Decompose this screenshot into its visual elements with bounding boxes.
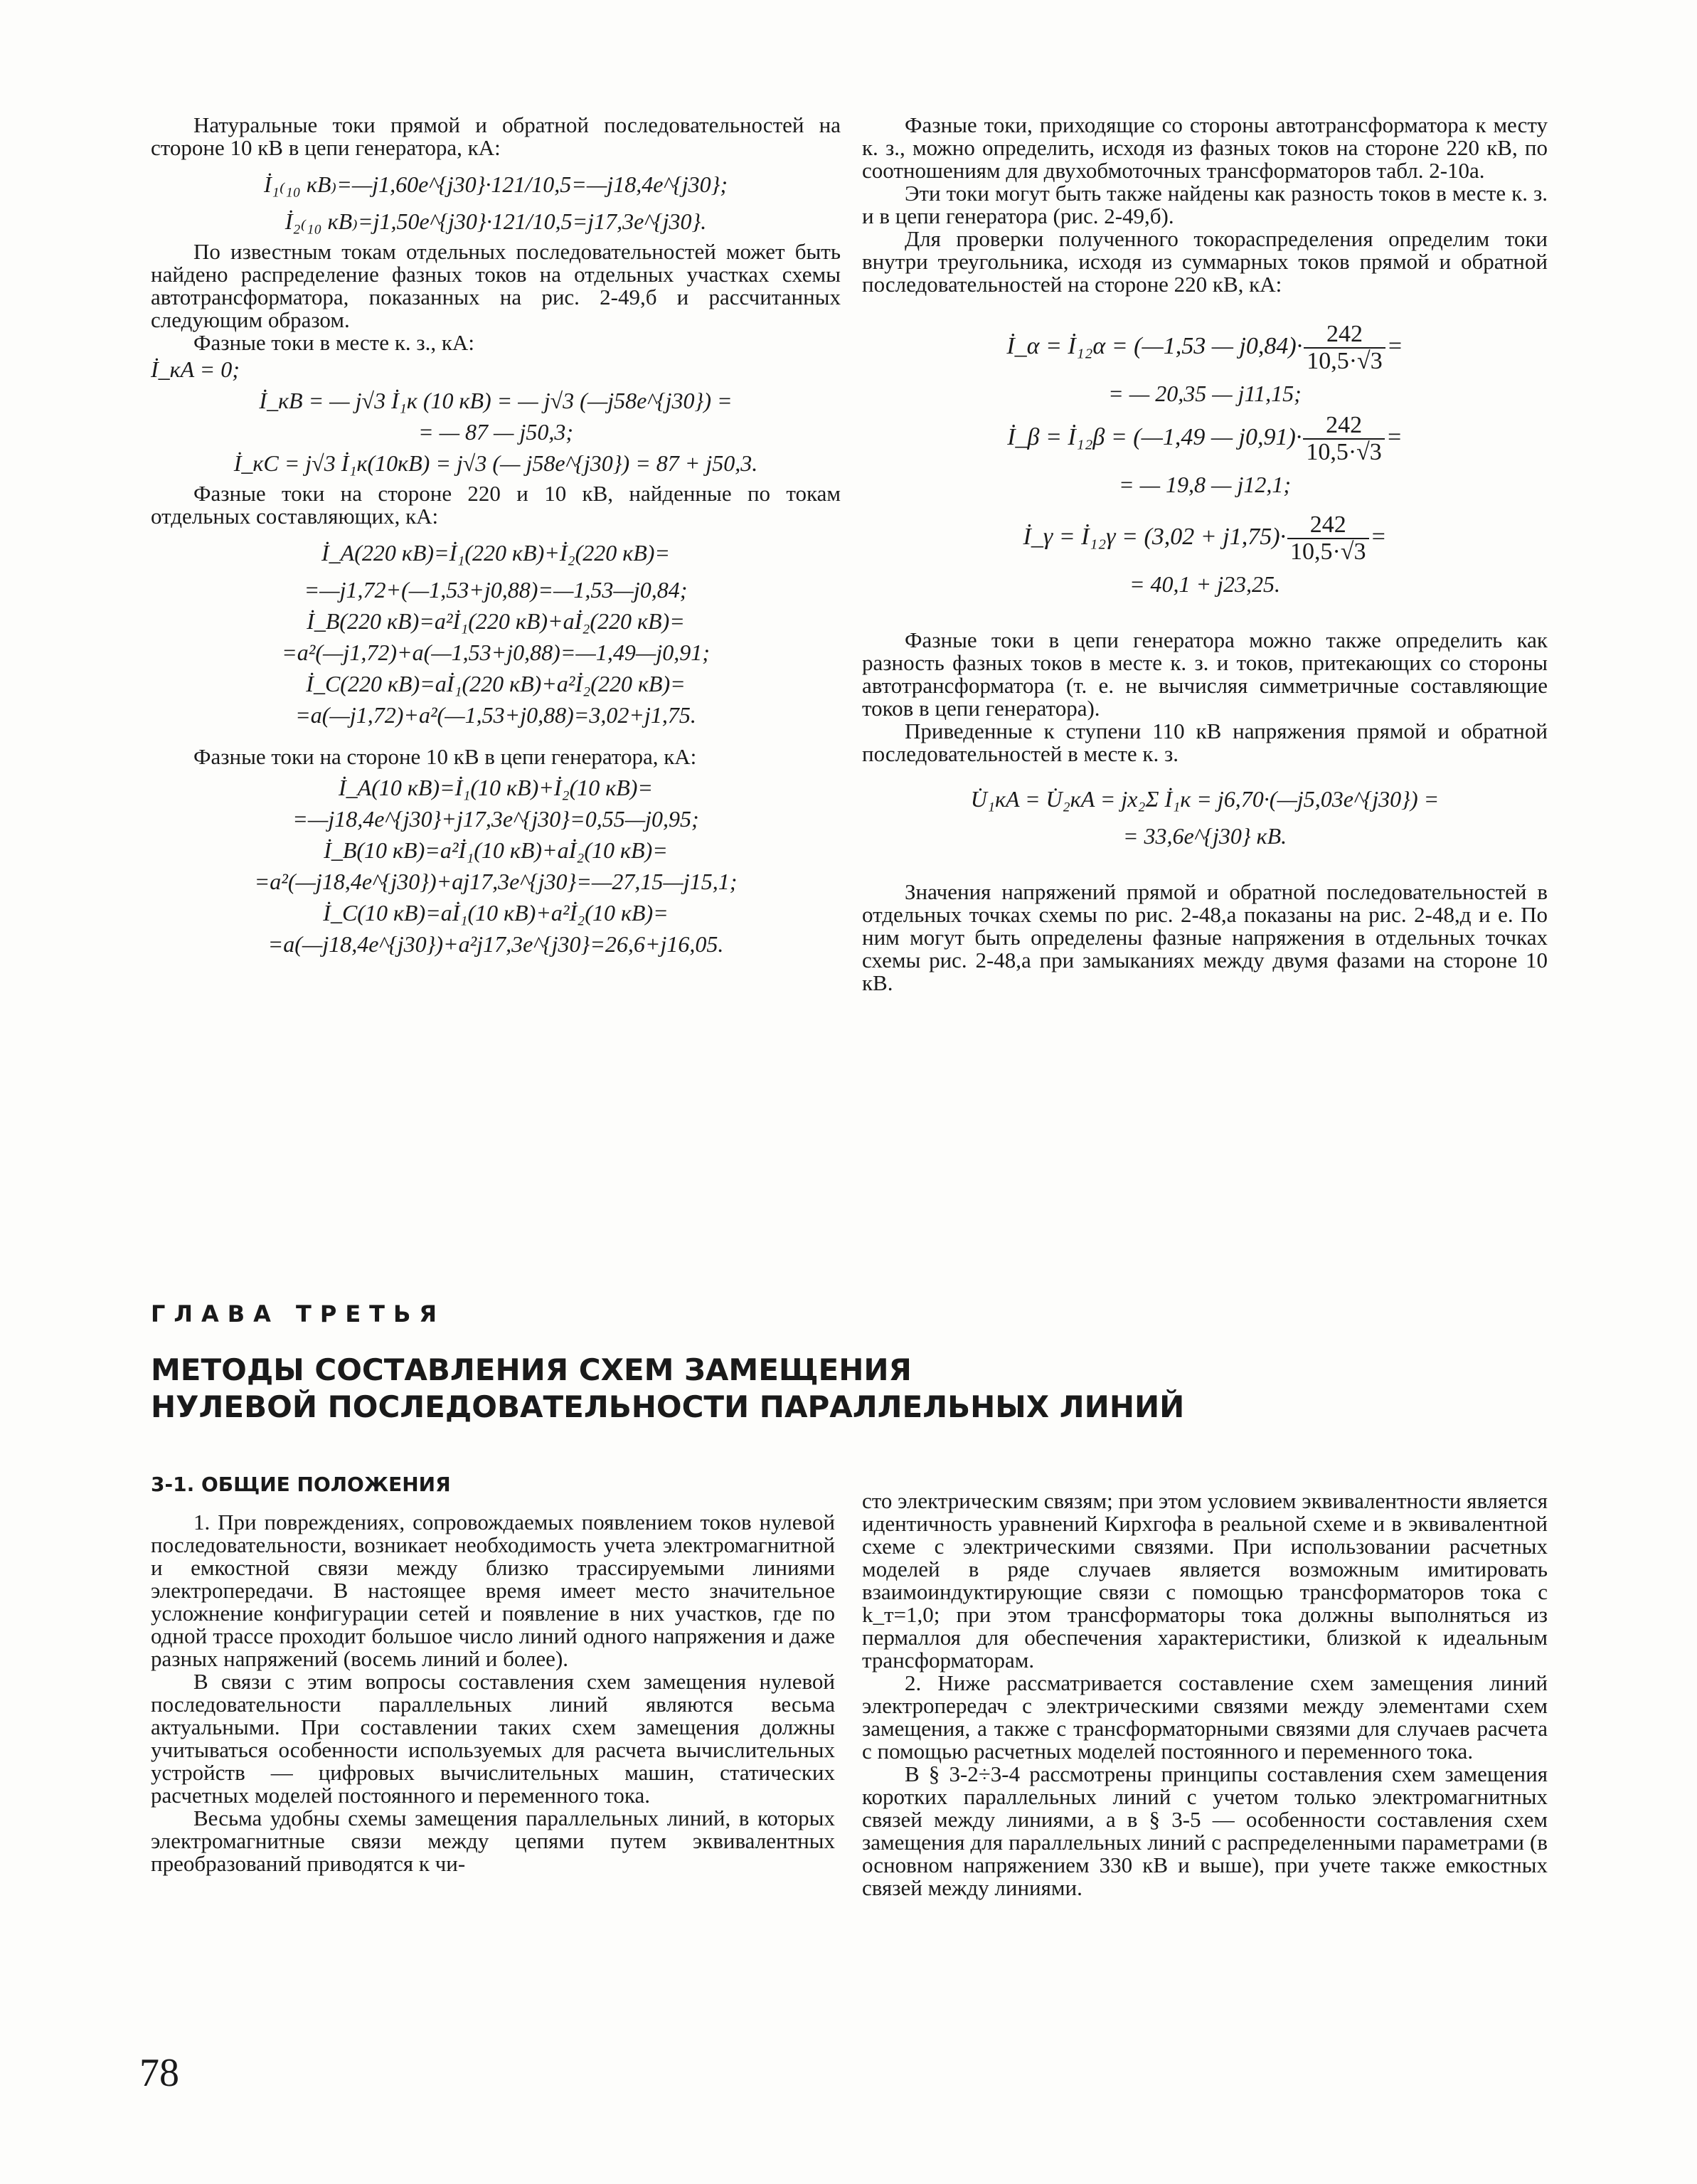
equation: İ_B(10 кВ)=a²İ₁(10 кВ)+aİ₂(10 кВ)= [324, 837, 668, 863]
paragraph: 1. При повреждениях, сопровождаемых появлением токов нулевой последовательности, возникает необходимость учета электромагнитной и емкостной связи между близко трассируемыми линиями электропередачи. В настоящее время имеет место значительное усложнение конфигурации сетей и появление в них участков, где по одной трассе проходит большое число линий одного напряжения и даже разных напряжений (восемь линий и более). [151, 1510, 835, 1671]
equation: İ₁₍₁₀ кВ₎=—j1,60e^{j30}·121/10,5=—j18,4e^{j30}; [263, 171, 728, 197]
equation: = — 87 — j50,3; [417, 419, 574, 445]
paragraph: По известным токам отдельных последовательностей может быть найдено распределение фазных токов на отдельных участках схемы автотрансформатора, показанных на рис. 2-49,б и рассчитанных следующим образом. [151, 239, 841, 332]
equation: =a²(—j1,72)+a(—1,53+j0,88)=—1,49—j0,91; [282, 640, 710, 665]
paragraph: Натуральные токи прямой и обратной последовательностей на стороне 10 кВ в цепи генератора, кА: [151, 112, 841, 160]
paragraph: 2. Ниже рассматривается составление схем замещения линий электропередач с электрическими связями между элементами схем замещения, а также с трансформаторными связями для случаев расчета с помощью расчетных моделей постоянного и переменного тока. [862, 1670, 1548, 1764]
paragraph: сто электрическим связям; при этом условием эквивалентности является идентичность уравнений Кирхгофа в реальной схеме и в эквивалентной схеме с электрическими связями. При использовании расчетных моделей в ряде случаев является возможным имитировать взаимоиндуктирующие связи с помощью трансформаторов тока с k_т=1,0; при этом трансформаторы тока должны выполняться из пермаллоя для обеспечения характеристики, близкой к идеальным трансформаторам. [862, 1488, 1548, 1673]
equation: İ_A(10 кВ)=İ₁(10 кВ)+İ₂(10 кВ)= [338, 775, 654, 800]
fraction: $\frac{242}{10,5\cdot√3}$ [1287, 512, 1368, 565]
chapter-label: ГЛАВА ТРЕТЬЯ [151, 1300, 446, 1327]
equation: = 40,1 + j23,25. [1129, 571, 1281, 597]
equation: İ_B(220 кВ)=a²İ₁(220 кВ)+aİ₂(220 кВ)= [307, 608, 685, 634]
bottom-right-column [862, 1490, 1548, 1899]
chapter-title-line: НУЛЕВОЙ ПОСЛЕДОВАТЕЛЬНОСТИ ПАРАЛЛЕЛЬНЫХ ЛИНИЙ [151, 1389, 1185, 1424]
equation: İ_кA = 0; [151, 356, 240, 382]
equation: İ_кC = j√3 İ₁к(10кВ) = j√3 (— j58e^{j30}) = 87 + j50,3. [233, 450, 758, 476]
equation: = — 20,35 — j11,15; [1108, 381, 1302, 406]
chapter-title-line: МЕТОДЫ СОСТАВЛЕНИЯ СХЕМ ЗАМЕЩЕНИЯ [151, 1352, 912, 1387]
equation: İ_C(220 кВ)=aİ₁(220 кВ)+a²İ₂(220 кВ)= [306, 671, 686, 696]
paragraph: Приведенные к ступени 110 кВ напряжения прямой и обратной последовательностей в месте к. з. [862, 719, 1548, 766]
top-left-column [151, 114, 841, 963]
equation: İ_кB = — j√3 İ₁к (10 кВ) = — j√3 (—j58e^{j30}) = [259, 388, 733, 413]
equation: = 33,6e^{j30} кВ. [1122, 823, 1287, 849]
equation: İ_A(220 кВ)=İ₁(220 кВ)+İ₂(220 кВ)= [321, 540, 671, 566]
equation: =a(—j18,4e^{j30})+a²j17,3e^{j30}=26,6+j16,05. [267, 931, 724, 957]
equation: İ_α = İ₁₂α = (—1,53 — j0,84)· $\frac{242}{10,5\cdot√3}$ = [1006, 321, 1403, 374]
paragraph: Фазные токи на стороне 220 и 10 кВ, найденные по токам отдельных составляющих, кА: [151, 481, 841, 529]
fraction: $\frac{242}{10,5\cdot√3}$ [1303, 413, 1384, 465]
top-right-column [862, 114, 1548, 995]
bottom-left-column [151, 1511, 835, 1875]
equation: İ_γ = İ₁₂γ = (3,02 + j1,75)· $\frac{242}{10,5\cdot√3}$ = [1023, 511, 1387, 565]
paragraph: Эти токи могут быть также найдены как разность токов в месте к. з. и в цепи генератора (рис. 2-49,б). [862, 181, 1548, 228]
equation: =—j1,72+(—1,53+j0,88)=—1,53—j0,84; [304, 577, 688, 603]
equation: U̇₁кA = U̇₂кA = jx₂Σ İ₁к = j6,70·(—j5,03e^{j30}) = [970, 786, 1440, 812]
paragraph: Фазные токи на стороне 10 кВ в цепи генератора, кА: [193, 744, 697, 769]
paragraph: В связи с этим вопросы составления схем замещения нулевой последовательности параллельных линий являются весьма актуальными. При составлении таких схем замещения должны учитываться особенности используемых для расчета вычислительных устройств — цифровых вычислительных машин, статических расчетных моделей постоянного и переменного тока. [151, 1669, 835, 1808]
paragraph: Фазные токи в месте к. з., кА: [193, 330, 474, 355]
equation: =a(—j1,72)+a²(—1,53+j0,88)=3,02+j1,75. [295, 702, 696, 728]
paragraph: Фазные токи, приходящие со стороны автотрансформатора к месту к. з., можно определить, исходя из фазных токов на стороне 220 кВ, по соотношениям для двухобмоточных трансформаторов табл. 2-10а. [862, 112, 1548, 183]
equation: İ_β = İ₁₂β = (—1,49 — j0,91)· $\frac{242}{10,5\cdot√3}$ = [1007, 412, 1403, 465]
paragraph: Весьма удобны схемы замещения параллельных линий, в которых электромагнитные связи между цепями путем эквивалентных преобразований приводятся к чи- [151, 1806, 835, 1876]
chapter-title [151, 1352, 1538, 1426]
section-heading: 3-1. ОБЩИЕ ПОЛОЖЕНИЯ [151, 1473, 451, 1496]
page-number: 78 [139, 2051, 179, 2095]
fraction: $\frac{242}{10,5\cdot√3}$ [1304, 322, 1385, 374]
equation: İ_C(10 кВ)=aİ₁(10 кВ)+a²İ₂(10 кВ)= [323, 900, 669, 926]
paragraph: Фазные токи в цепи генератора можно также определить как разность фазных токов в месте к. з. и токов, притекающих со стороны автотрансформатора (т. е. не вычисляя симметричные составляющие токов в цепи генератора). [862, 627, 1548, 721]
paragraph: В § 3-2÷3-4 рассмотрены принципы составления схем замещения коротких параллельных линий с учетом только электромагнитных связей между линиями, а в § 3-5 — особенности составления схем замещения для параллельных линий с распределенными параметрами (в основном напряжением 330 кВ и выше), при учете также емкостных связей между линиями. [862, 1761, 1548, 1900]
paragraph: Для проверки полученного токораспределения определим токи внутри треугольника, исходя из суммарных токов прямой и обратной последовательностей на стороне 220 кВ, кА: [862, 226, 1548, 297]
equation: İ₂₍₁₀ кВ₎=j1,50e^{j30}·121/10,5=j17,3e^{j30}. [284, 208, 707, 234]
equation: = — 19,8 — j12,1; [1118, 472, 1292, 497]
paragraph: Значения напряжений прямой и обратной последовательностей в отдельных точках схемы по рис. 2-48,а показаны на рис. 2-48,д и е. По ним могут быть определены фазные напряжения в отдельных точках схемы рис. 2-48,а при замыканиях между двумя фазами на стороне 10 кВ. [862, 879, 1548, 995]
equation: =—j18,4e^{j30}+j17,3e^{j30}=0,55—j0,95; [292, 806, 699, 832]
equation: =a²(—j18,4e^{j30})+aj17,3e^{j30}=—27,15—j15,1; [254, 869, 738, 894]
